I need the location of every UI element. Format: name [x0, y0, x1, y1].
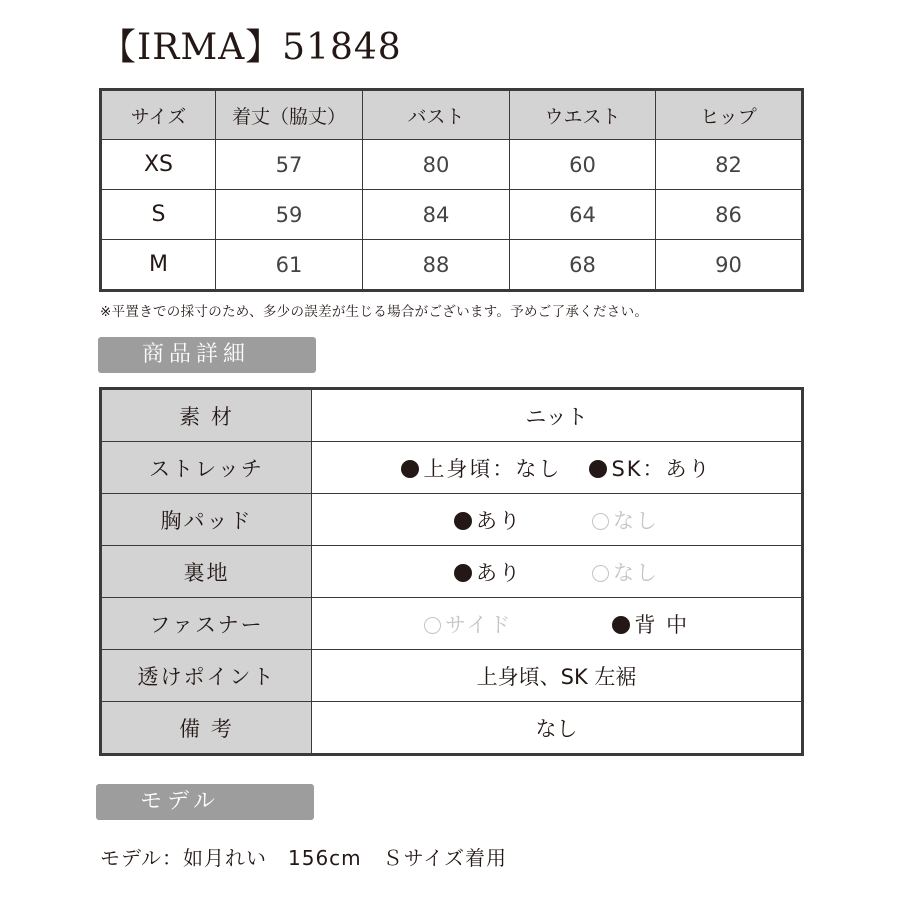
detail-row-see-through	[101, 650, 803, 702]
size-value: 61	[216, 240, 363, 291]
model-section-tab: モデル	[96, 784, 314, 820]
size-value: 64	[510, 190, 656, 240]
option-text: 上身頃：なし	[423, 456, 562, 481]
option-item	[454, 505, 522, 535]
option-text: あり	[476, 508, 522, 533]
model-info: モデル：如月れい 156cm Ｓサイズ着用	[100, 846, 508, 870]
option-text: なし	[613, 508, 659, 533]
size-table	[99, 88, 804, 292]
filled-circle-icon	[454, 564, 472, 582]
option-item	[592, 557, 659, 587]
detail-value	[312, 442, 803, 494]
detail-label: ファスナー	[101, 598, 312, 650]
detail-row-zipper	[101, 598, 803, 650]
option-text: 背 中	[634, 612, 690, 637]
empty-circle-icon	[592, 513, 609, 530]
size-value: 86	[656, 190, 803, 240]
option-text: SK：あり	[611, 456, 712, 481]
option-item	[589, 453, 711, 483]
option-item	[592, 505, 659, 535]
detail-label: 胸パッド	[101, 494, 312, 546]
detail-label: ストレッチ	[101, 442, 312, 494]
size-value: 84	[363, 190, 510, 240]
option-item	[401, 453, 561, 483]
detail-row-lining	[101, 546, 803, 598]
detail-row-material	[101, 389, 803, 442]
filled-circle-icon	[454, 512, 472, 530]
size-header-cell: サイズ	[101, 90, 216, 140]
filled-circle-icon	[589, 460, 607, 478]
detail-label: 備 考	[101, 702, 312, 755]
size-value: 82	[656, 140, 803, 190]
detail-value: 上身頃、SK 左裾	[312, 650, 803, 702]
detail-row-chest-pad	[101, 494, 803, 546]
size-value: 59	[216, 190, 363, 240]
product-title: 【IRMA】51848	[100, 27, 402, 68]
size-table-row	[101, 140, 803, 190]
detail-value	[312, 546, 803, 598]
filled-circle-icon	[612, 616, 630, 634]
size-value: 60	[510, 140, 656, 190]
option-item	[612, 609, 689, 639]
option-item	[424, 609, 513, 639]
size-label: S	[101, 190, 216, 240]
option-text: なし	[613, 560, 659, 585]
size-table-row	[101, 240, 803, 291]
size-header-cell: ヒップ	[656, 90, 803, 140]
size-value: 90	[656, 240, 803, 291]
empty-circle-icon	[424, 617, 441, 634]
detail-row-stretch	[101, 442, 803, 494]
size-value: 68	[510, 240, 656, 291]
option-text: あり	[476, 560, 522, 585]
detail-table	[99, 387, 804, 756]
detail-section-tab: 商品詳細	[98, 337, 316, 373]
detail-label: 裏地	[101, 546, 312, 598]
size-table-row	[101, 190, 803, 240]
size-label: XS	[101, 140, 216, 190]
option-text: サイド	[444, 612, 513, 637]
size-header-cell: ウエスト	[510, 90, 656, 140]
option-item	[454, 557, 522, 587]
size-header-cell: バスト	[363, 90, 510, 140]
measurement-note: ※平置きでの採寸のため、多少の誤差が生じる場合がございます。予めご了承ください。	[100, 304, 649, 320]
detail-label: 素 材	[101, 389, 312, 442]
size-label: M	[101, 240, 216, 291]
size-value: 57	[216, 140, 363, 190]
size-table-header-row	[101, 90, 803, 140]
detail-value: ニット	[312, 389, 803, 442]
detail-value	[312, 494, 803, 546]
detail-label: 透けポイント	[101, 650, 312, 702]
detail-value: なし	[312, 702, 803, 755]
detail-row-remarks	[101, 702, 803, 755]
size-value: 80	[363, 140, 510, 190]
detail-value	[312, 598, 803, 650]
size-value: 88	[363, 240, 510, 291]
size-header-cell: 着丈（脇丈）	[216, 90, 363, 140]
filled-circle-icon	[401, 460, 419, 478]
empty-circle-icon	[592, 565, 609, 582]
